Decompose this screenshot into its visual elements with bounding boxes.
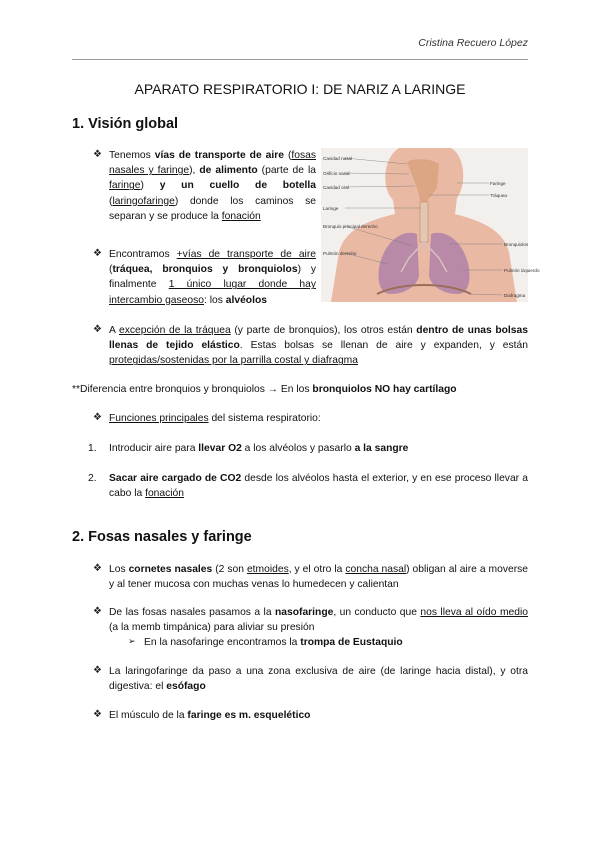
diamond-bullet-icon: ❖ bbox=[93, 412, 102, 423]
diamond-bullet-icon: ❖ bbox=[93, 709, 102, 720]
figure-label-left-4: Laringe bbox=[323, 206, 339, 211]
diamond-bullet-icon: ❖ bbox=[93, 665, 102, 676]
header-divider bbox=[72, 59, 528, 60]
diamond-bullet-icon: ❖ bbox=[93, 149, 102, 160]
section2-bullet-3: La laringofaringe da paso a una zona exclusiva de aire (de laringe hacia distal), y otra digestiva: el esófago bbox=[109, 666, 528, 693]
figure-label-right-5: Diafragma bbox=[504, 293, 526, 298]
section2-bullet-1: Los cornetes nasales (2 son etmoides, y el otro la concha nasal) obligan al aire a moverse y al tener mucosa con muchas venas lo humedecen y calientan bbox=[109, 564, 529, 591]
figure-label-left-2: Orificio nasal bbox=[323, 171, 350, 176]
figure-label-left-6: Pulmón derecho bbox=[323, 251, 357, 256]
diamond-bullet-icon: ❖ bbox=[93, 606, 102, 617]
document-title: APARATO RESPIRATORIO I: DE NARIZ A LARINGE bbox=[134, 81, 466, 97]
figure-label-right-1: Faringe bbox=[490, 181, 506, 186]
figure-label-right-4: Pulmón izquierdo bbox=[504, 268, 540, 273]
figure-label-right-2: Tráquea bbox=[490, 193, 507, 198]
list-number-1: 1. bbox=[88, 443, 97, 454]
section-1-heading: 1. Visión global bbox=[72, 116, 179, 132]
section1-bullet-3: A excepción de la tráquea (y parte de bronquios), los otros están dentro de unas bolsas llenas de tejido elástico. Estas bolsas se llenan de aire y expanden, y están protegidas/sostenidas por la parrilla costal y diafragma bbox=[109, 325, 528, 367]
page-header-author: Cristina Recuero López bbox=[418, 37, 528, 49]
section2-subbullet: En la nasofaringe encontramos la trompa de Eustaquio bbox=[144, 637, 403, 648]
section2-bullet-4: El músculo de la faringe es m. esquelético bbox=[109, 710, 311, 721]
respiratory-system-figure bbox=[321, 148, 540, 302]
bronchi-difference-note: **Diferencia entre bronquios y bronquiolos → En los bronquiolos NO hay cartílago bbox=[72, 384, 457, 395]
section2-bullet-2: De las fosas nasales pasamos a la nasofaringe, un conducto que nos lleva al oído medio (a la memb timpánica) para aliviar su presión bbox=[109, 607, 528, 634]
diamond-bullet-icon: ❖ bbox=[93, 248, 102, 259]
list-number-2: 2. bbox=[88, 473, 97, 484]
section1-bullet-2: Encontramos +vías de transporte de aire (tráquea, bronquios y bronquiolos) y finalmente 1 único lugar donde hay intercambio gaseoso: los alvéolos bbox=[109, 249, 317, 306]
figure-label-left-1: Cavidad nasal bbox=[323, 156, 353, 161]
function-item-2: Sacar aire cargado de CO2 desde los alvéolos hasta el exterior, y en ese proceso llevar a cabo la fonación bbox=[109, 473, 528, 500]
figure-label-right-3: Bronquiolos bbox=[504, 242, 529, 247]
figure-label-left-3: Cavidad oral bbox=[323, 185, 349, 190]
arrowhead-bullet-icon: ➢ bbox=[128, 636, 136, 646]
section1-bullet-1: Tenemos vías de transporte de aire (fosas nasales y faringe), de alimento (parte de la faringe) y un cuello de botella (laringofaringe) donde los caminos se separan y se produce la fonación bbox=[109, 150, 316, 222]
figure-label-left-5: Bronquio principal derecho bbox=[323, 224, 378, 229]
diamond-bullet-icon: ❖ bbox=[93, 563, 102, 574]
section1-bullet-4: Funciones principales del sistema respiratorio: bbox=[109, 413, 321, 424]
function-item-1: Introducir aire para llevar O2 a los alvéolos y pasarlo a la sangre bbox=[109, 443, 409, 454]
trachea-shape bbox=[420, 202, 428, 242]
diamond-bullet-icon: ❖ bbox=[93, 324, 102, 335]
section-2-heading: 2. Fosas nasales y faringe bbox=[72, 529, 252, 545]
